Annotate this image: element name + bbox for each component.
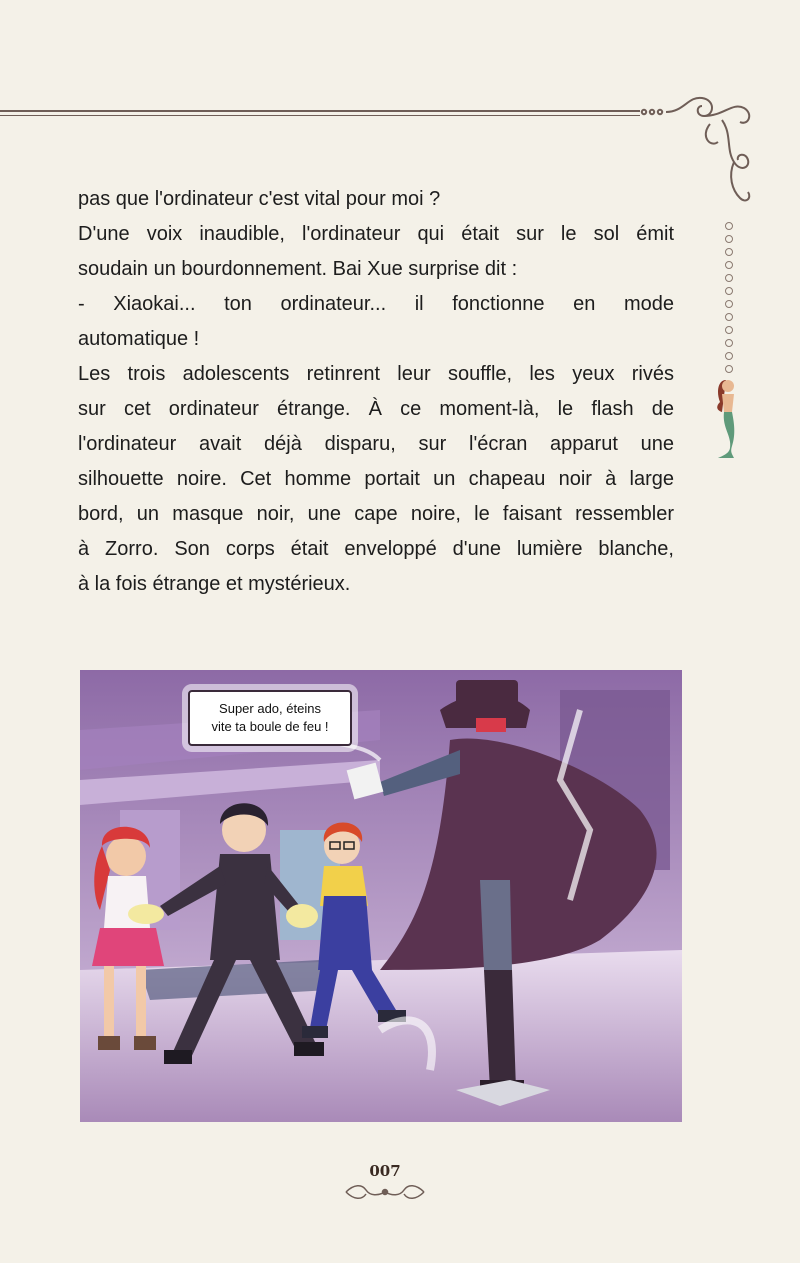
dot-divider [722, 222, 736, 362]
text-line: l'ordinateur avait déjà disparu, sur l'écran apparut une [78, 433, 674, 455]
text-line: pas que l'ordinateur c'est vital pour moi ? [78, 188, 441, 210]
header-rule [0, 108, 640, 120]
footer-flourish-icon [340, 1182, 430, 1202]
text-line: bord, un masque noir, une cape noire, le faisant ressembler [78, 503, 674, 525]
text-line: D'une voix inaudible, l'ordinateur qui était sur le sol émit [78, 223, 674, 245]
speech-bubble [188, 690, 352, 746]
comic-scene [80, 670, 682, 1122]
text-line: Les trois adolescents retinrent leur souffle, les yeux rivés [78, 363, 674, 385]
text-line: à Zorro. Son corps était enveloppé d'une lumière blanche, [78, 538, 674, 560]
speech-bubble-line: vite ta boule de feu ! [211, 719, 329, 734]
comic-illustration [80, 670, 682, 1122]
text-line: soudain un bourdonnement. Bai Xue surprise dit : [78, 258, 518, 280]
text-line: silhouette noire. Cet homme portait un chapeau noir à large [78, 468, 674, 490]
mermaid-icon [708, 372, 748, 462]
body-text [78, 182, 674, 602]
text-line: à la fois étrange et mystérieux. [78, 573, 351, 595]
text-line: - Xiaokai... ton ordinateur... il fonctionne en mode [78, 293, 674, 315]
text-line: sur cet ordinateur étrange. À ce moment-là, le flash de [78, 398, 674, 420]
text-line: automatique ! [78, 328, 200, 350]
page-number: 007 [369, 1162, 401, 1180]
speech-bubble-line: Super ado, éteins [219, 701, 321, 716]
